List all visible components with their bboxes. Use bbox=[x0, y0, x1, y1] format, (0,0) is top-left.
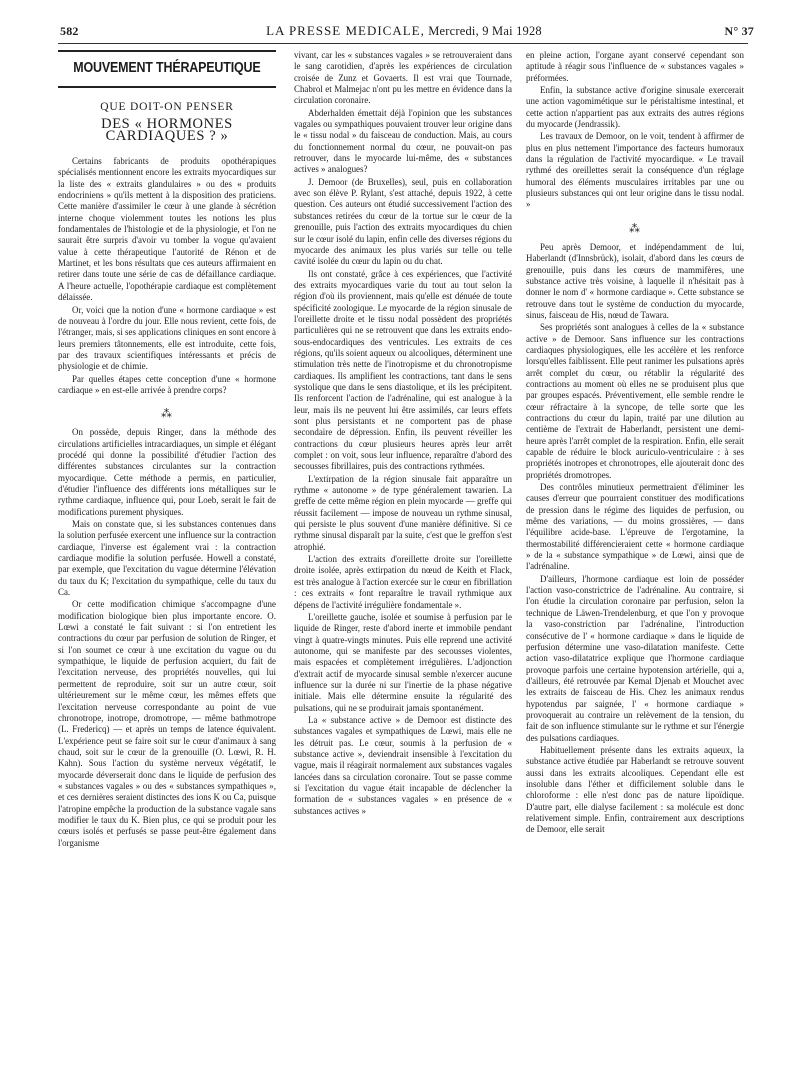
page-number: 582 bbox=[60, 24, 79, 38]
section-box bbox=[58, 50, 276, 88]
column-1 bbox=[58, 50, 276, 1070]
paragraph: Peu après Demoor, et indépendamment de lui, Haberlandt (d'Innsbrück), isolait, d'abord dans les cœurs de grenouille, puis dans les cœurs de mammifères, une substance active très voisine, à laquelle il n'hésitait pas à donner le nom d' « hormone cardiaque ». Cette substance se retrouve dans tout le système de conduction du myocarde, sinus, faisceau de His, nœud de Tawara. bbox=[526, 241, 744, 320]
paragraph: On possède, depuis Ringer, dans la méthode des circulations artificielles intracardiaques, un simple et élégant procédé qui donne la possibilité d'étudier l'action des différentes substances circulantes sur la contraction myocardique. Cette méthode a permis, en particulier, d'étudier l'influence des différents ions métalliques sur le rythme cardiaque, influence qui, pour Loeb, serait le fait de modifications purement physiques. bbox=[58, 427, 276, 517]
paragraph: Abderhalden émettait déjà l'opinion que les substances vagales ou sympathiques pouvaient trouver leur origine dans le « tissu nodal » du faisceau de conduction. Mais, au cours du fonctionnement normal du cœur, ne pouvait-on pas retrouver, dans le myocarde lui-même, des « substances actives » analogues? bbox=[294, 107, 512, 175]
paragraph: Certains fabricants de produits opothérapiques spécialisés mentionnent encore les extraits myocardiques sur la liste des « extraits glandulaires » ou des « produits endocriniens » qu'ils mettent à la disposition des praticiens. Cette manière d'assimiler le cœur à une glande à sécrétion interne choque violemment toutes les notions les plus fondamentales de l'histologie et de la physiologie, et l'on ne saurait être surpris d'avoir vu tomber la vogue qu'avaient value à cette thérapeutique l'autorité de Rénon et de Martinet, et les bons résultats que ces auteurs affirmaient en retirer dans toute une série de cas de défaillance cardiaque. A l'heure actuelle, l'opothérapie cardiaque est complètement délaissée. bbox=[58, 156, 276, 303]
paragraph: La « substance active » de Demoor est distincte des substances vagales et sympathiques de Lœwi, mais elle ne les détruit pas. Le cœur, soumis à la perfusion de « substance active », deviendrait insensible à l'excitation du vague, mais il réagirait normalement aux substances vagales lancées dans sa circulation coronaire. Tout se passe comme si l'excitation du vague était incapable de déclencher la formation de « substances vagales » en présence de « substances actives » bbox=[294, 714, 512, 816]
paragraph: en pleine action, l'organe ayant conservé cependant son aptitude à réagir sous l'influence de « substances vagales » préformées. bbox=[526, 50, 744, 83]
paragraph: Des contrôles minutieux permettraient d'éliminer les causes d'erreur que pourraient constituer des modifications de pression dans le régime des liquides de perfusion, ou même des variations, — du moins grossières, — dans l'équilibre acide-base. L'épreuve de l'ergotamine, la thermostabilité différencieraient cette « hormone cardiaque » de la « substance sympathique » de Lœwi, ainsi que de l'adrénaline. bbox=[526, 482, 744, 572]
journal-line bbox=[54, 23, 754, 39]
header-rule bbox=[58, 43, 748, 44]
paragraph: Ils ont constaté, grâce à ces expériences, que l'activité des extraits myocardiques varie du tout au tout selon la région d'où ils proviennent, mais qu'elle est dénuée de toute spécificité zoologique. Le myocarde de la région sinusale de l'oreillette droite et le tissu nodal possèdent des propriétés particulières qui ne se retrouvent que dans les extraits endo-sous-endocardiques des ventricules. Les extraits de ces régions, qu'ils soient aqueux ou alcooliques, déterminent une stimulation très nette de l'inotropisme et du chronotropisme cardiaques. Ils amplifient les contractions, tant dans le sens systolique que dans le sens diastolique, et ils les précipitent. Ils renforcent l'action de l'adrénaline, qui est analogue à la leur, mais ils ne peuvent lui être assimilés, car leurs effets sont plus persistants et ne comportent pas de phase secondaire de dépression. Enfin, ils peuvent réveiller les contractions du cœur plusieurs heures après leur arrêt complet : on voit, sous leur influence, reparaître d'abord des secousses fibrillaires, puis des contractions rythmées. bbox=[294, 268, 512, 472]
paragraph: D'ailleurs, l'hormone cardiaque est loin de posséder l'action vaso-constrictrice de l'adrénaline. Au contraire, si l'on étudie la circulation coronaire par perfusion, selon la technique de Läwen-Trendelenburg, et que l'on y provoque la vaso-constriction par l'adrénaline, l'introduction consécutive de l' « hormone cardiaque » dans le liquide de perfusion détermine une vaso-dilatation manifeste. Cette action vaso-dilatatrice explique que l'hormone cardiaque provoque parfois une certaine hypotension artérielle, qui a, d'ailleurs, été retrouvée par Kemal Djenab et Mouchet avec les extraits de faisceau de His. Chez les animaux rendus hypotendus par saignée, l' « hormone cardiaque » provoquerait au contraire un relèvement de la tension, du fait de son influence stimulante sur le rythme et sur l'énergie des pulsations cardiaques. bbox=[526, 573, 744, 743]
column-3 bbox=[526, 50, 744, 1070]
paragraph: Or, voici que la notion d'une « hormone cardiaque » est de nouveau à l'ordre du jour. Elle nous revient, cette fois, de l'étranger, mais, si ses applications cliniques en sont encore à leurs premiers tâtonnements, elle est introduite, cette fois, par des travaux scientifiques intéressants et précis de physiologie et de chimie. bbox=[58, 304, 276, 372]
issue-number: N° 37 bbox=[724, 24, 754, 38]
paragraph: Par quelles étapes cette conception d'une « hormone cardiaque » en est-elle arrivée à prendre corps? bbox=[58, 373, 276, 395]
paragraph: Enfin, la substance active d'origine sinusale exercerait une action vagomimétique sur le péristaltisme intestinal, et cette action n'appartient pas aux extraits des autres régions du myocarde (Jendrassik). bbox=[526, 85, 744, 130]
page-header bbox=[54, 22, 754, 42]
paragraph: Habituellement présente dans les extraits aqueux, la substance active étudiée par Haberlandt se retrouve souvent aussi dans les extraits alcooliques. Cependant elle est insoluble dans l'éther et difficilement soluble dans le chloroforme : elle n'est donc pas de nature lipoïdique. D'autre part, elle dialyse facilement : sa molécule est donc relativement simple. Enfin, contrairement aux descriptions de Demoor, elle serait bbox=[526, 744, 744, 835]
paragraph: L'action des extraits d'oreillette droite sur l'oreillette droite isolée, après extirpation du nœud de Keith et Flack, est très analogue à l'action exercée sur le cœur en fibrillation : ces extraits « font reparaître le travail rythmique aux dépens de l'activité irrégulière fondamentale ». bbox=[294, 554, 512, 610]
paragraph: Or cette modification chimique s'accompagne d'une modification biologique bien plus importante encore. O. Lœwi a constaté le fait suivant : si l'on entretient les contractions du cœur par perfusion de solution de Ringer, et si l'on soumet ce cœur à une excitation du vague ou du sympathique, le liquide de perfusion acquiert, du fait de l'excitation nerveuse, des propriétés nouvelles, qui lui permettent de reproduire, soit sur un autre cœur, soit ultérieurement sur le même cœur, les mêmes effets que l'excitation nerveuse correspondante au point de vue chronotrope, inotrope, dromotrope, — même bathmotrope (L. Fredericq) — et après un temps de latence équivalent. L'expérience peut se faire soit sur le cœur d'animaux à sang chaud, soit sur le cœur de la grenouille (O. Lœwi, R. H. Kahn). Sous l'action du système nerveux végétatif, le myocarde déverserait donc dans le liquide de perfusion des « substances vagales » ou des « substances sympathiques », et ces dernières seraient distinctes des ions K ou Ca, puisque l'atropine empêche la production de la substance vagale sans modifier le taux du K. Bien plus, ce qui se produit pour les cœurs isolés et perfusés se passe peut-être également dans l'organisme bbox=[58, 599, 276, 848]
paragraph: Les travaux de Demoor, on le voit, tendent à affirmer de plus en plus nettement l'importance des facteurs humoraux dans la régulation de l'activité myocardique. « Le travail rythmé des oreillettes serait la conséquence d'un réglage humoral des éléments musculaires irritables par une ou plusieurs substances qui ont leur origine dans le tissu nodal. » bbox=[526, 131, 744, 210]
paragraph: L'extirpation de la région sinusale fait apparaître un rythme « autonome » de type généralement tawarien. La greffe de cette même région en plein myocarde — greffe qui réussit facilement — impose de nouveau un rythme sinusal, qui persiste le plus souvent d'une manière définitive. Si ce rythme sinusal disparaît par la suite, c'est que le greffon s'est atrophié. bbox=[294, 473, 512, 552]
section-separator: ⁂ bbox=[629, 222, 641, 235]
article-title: DES « HORMONES CARDIAQUES ? » bbox=[101, 116, 233, 144]
section-separator: ⁂ bbox=[161, 408, 173, 421]
journal-name: LA PRESSE MEDICALE, bbox=[266, 23, 425, 38]
section-title: MOUVEMENT THÉRAPEUTIQUE bbox=[73, 60, 261, 77]
issue-date: Mercredi, 9 Mai 1928 bbox=[428, 24, 542, 38]
column-2 bbox=[294, 50, 512, 1070]
paragraph: vivant, car les « substances vagales » se retrouveraient dans le sang carotidien, d'après les expériences de circulation croisée de Zunz et Govaerts. Il est vrai que Tournade, Chabrol et Malmejac n'ont pu les mettre en évidence dans la circulation coronaire. bbox=[294, 50, 512, 106]
paragraph: Ses propriétés sont analogues à celles de la « substance active » de Demoor. Sans influence sur les contractions cardiaques physiologiques, elle les accélère et les renforce lorsqu'elles faiblissent. Elle peut ranimer les pulsations après arrêt complet du cœur, ou rétablir la régularité des contractions au moment où elles ne se produisent plus que par groupes espacés. Préventivement, elle semble rendre le cœur réfractaire à la syncope, de telle sorte que les contractions du cœur du lapin, traité par une dilution au centième de l'extrait de Haberlandt, persistent une demi-heure après l'arrêt complet de la respiration. Enfin, elle serait capable de réduire le block auriculo-ventriculaire : à ses propriétés inotropes et chronotropes, elle ajouterait donc des propriétés dromotropes. bbox=[526, 322, 744, 480]
paragraph: Mais on constate que, si les substances contenues dans la solution perfusée exercent une influence sur la contraction cardiaque, l'inverse est également vrai : la contraction cardiaque modifie la solution perfusée. Howell a constaté, par exemple, que l'excitation du vague détermine l'élévation du taux du K; l'excitation du sympathique, celle du taux du Ca. bbox=[58, 519, 276, 598]
paragraph: L'oreillette gauche, isolée et soumise à perfusion par le liquide de Ringer, reste d'abord inerte et immobile pendant vingt à quatre-vingts minutes. Puis elle reprend une activité autonome, qui se manifeste par des secousses violentes, mais espacées et complètement irrégulières. L'adjonction d'extrait actif de myocarde sinusal semble n'exercer aucune influence sur la durée ni sur l'inertie de la phase négative initiale. Mais elle détermine ensuite la régularité des pulsations, qui ne se produirait jamais spontanément. bbox=[294, 611, 512, 713]
paragraph: J. Demoor (de Bruxelles), seul, puis en collaboration avec son élève P. Rylant, s'est attaché, depuis 1922, à cette question. Ces auteurs ont étudié successivement l'action des substances retirées du cœur de la tortue sur le cœur de la grenouille, puis l'action des extraits myocardiques du chien sur le cœur isolé du lapin, enfin celle des diverses régions du myocarde des animaux les plus variés sur telle ou telle cavité isolée du cœur du lapin ou du chat. bbox=[294, 176, 512, 267]
article-kicker: QUE DOIT-ON PENSER bbox=[100, 101, 234, 113]
